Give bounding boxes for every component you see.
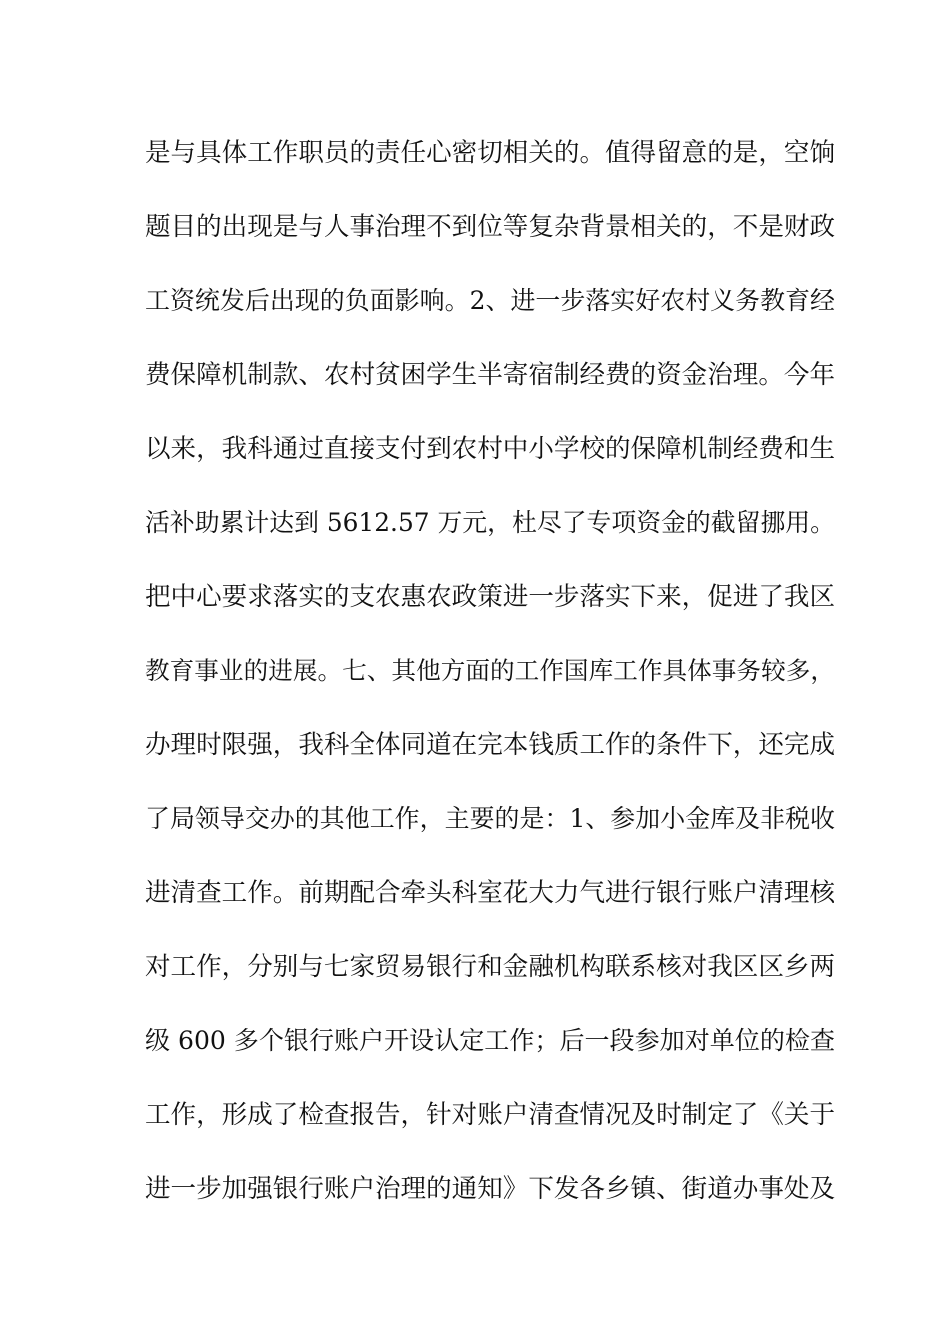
- text-line-5: 以来，我科通过直接支付到农村中小学校的保障机制经费和生: [145, 434, 835, 464]
- text-line-2: 题目的出现是与人事治理不到位等复杂背景相关的，不是财政: [145, 212, 835, 242]
- text-line-6: 活补助累计达到 5612.57 万元，杜尽了专项资金的截留挪用。: [145, 508, 835, 537]
- text-line-14: 工作，形成了检查报告，针对账户清查情况及时制定了《关于: [145, 1100, 835, 1130]
- text-line-15: 进一步加强银行账户治理的通知》下发各乡镇、街道办事处及: [145, 1174, 835, 1204]
- body-text: [145, 128, 835, 1238]
- text-line-7: 把中心要求落实的支农惠农政策进一步落实下来，促进了我区: [145, 582, 835, 612]
- text-line-3: 工资统发后出现的负面影响。2、进一步落实好农村义务教育经: [145, 286, 835, 315]
- text-line-8: 教育事业的进展。七、其他方面的工作国库工作具体事务较多，: [145, 656, 835, 685]
- text-line-9: 办理时限强，我科全体同道在完本钱质工作的条件下，还完成: [145, 730, 835, 760]
- text-line-10: 了局领导交办的其他工作，主要的是：1、参加小金库及非税收: [145, 804, 835, 833]
- text-line-12: 对工作，分别与七家贸易银行和金融机构联系核对我区区乡两: [145, 952, 835, 982]
- text-line-13: 级 600 多个银行账户开设认定工作；后一段参加对单位的检查: [145, 1026, 835, 1055]
- text-line-4: 费保障机制款、农村贫困学生半寄宿制经费的资金治理。今年: [145, 360, 835, 390]
- text-line-1: 是与具体工作职员的责任心密切相关的。值得留意的是，空饷: [145, 138, 835, 168]
- text-line-11: 进清查工作。前期配合牵头科室花大力气进行银行账户清理核: [145, 878, 835, 908]
